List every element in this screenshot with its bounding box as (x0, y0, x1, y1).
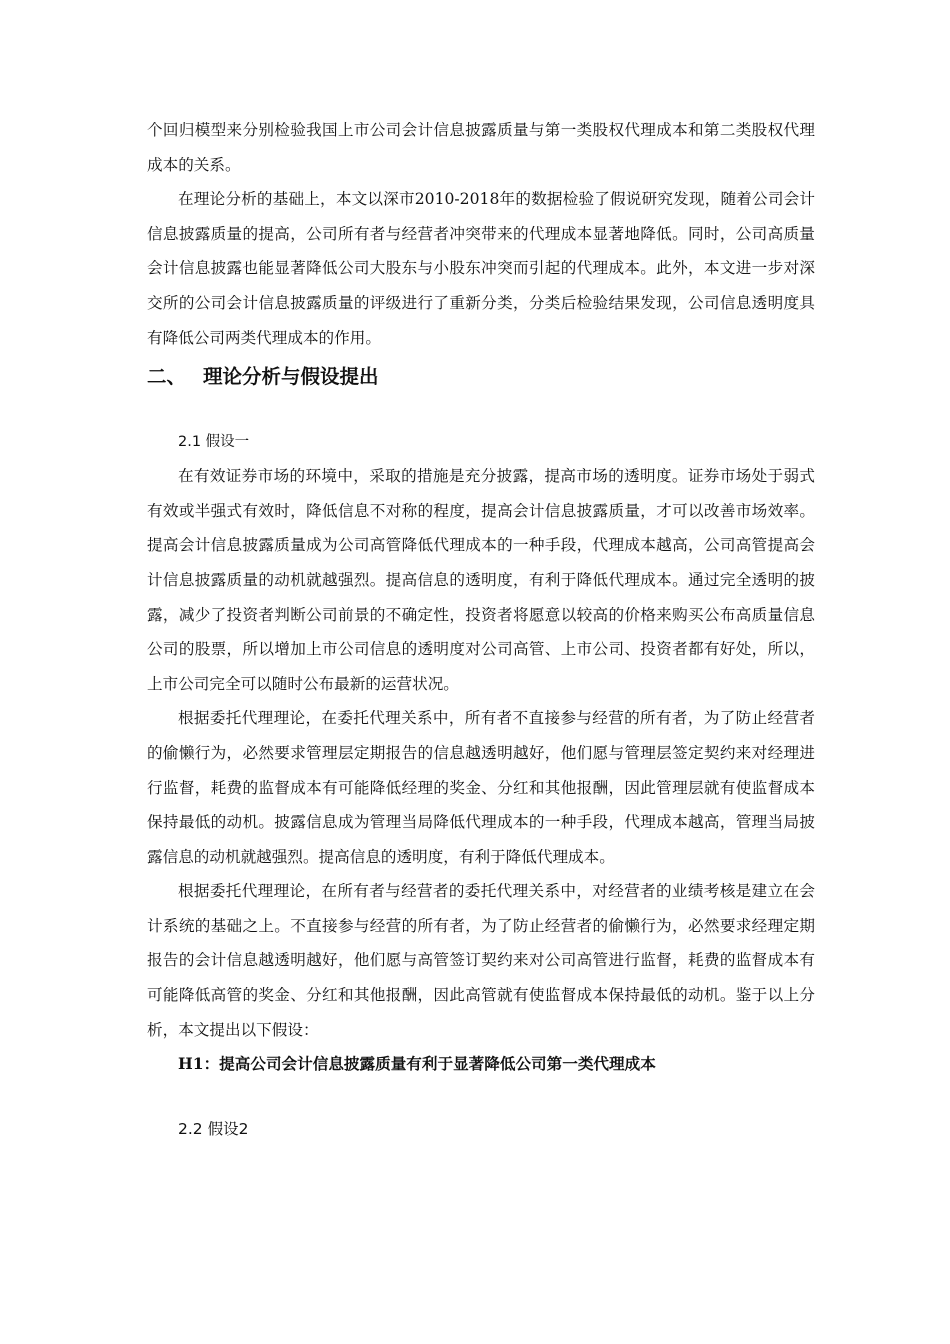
paragraph-agency-theory-2: 根据委托代理理论，在所有者与经营者的委托代理关系中，对经营者的业绩考核是建立在会计系统的基础之上。不直接参与经营的所有者，为了防止经营者的偷懒行为，必然要求经理定期报告的会计信息越透明越好，他们愿与高管签订契约来对公司高管进行监督，耗费的监督成本有可能降低高管的奖金、分红和其他报酬，因此高管就有使监督成本保持最低的动机。鉴于以上分析，本文提出以下假设： (147, 882, 815, 1039)
section-title: 理论分析与假设提出 (203, 365, 379, 389)
paragraph-agency-theory-1: 根据委托代理理论，在委托代理关系中，所有者不直接参与经营的所有者，为了防止经营者的偷懒行为，必然要求管理层定期报告的信息越透明越好，他们愿与管理层签定契约来对经理进行监督，耗费的监督成本有可能降低经理的奖金、分红和其他报酬，因此管理层就有使监督成本保持最低的动机。披露信息成为管理当局降低代理成本的一种手段，代理成本越高，管理当局披露信息的动机就越强烈。提高信息的透明度，有利于降低代理成本。 (147, 709, 815, 866)
section-number: 二、 (147, 365, 187, 389)
document-body (147, 113, 815, 1146)
section-heading-2 (147, 359, 815, 395)
paragraph-efficient-market: 在有效证券市场的环境中，采取的措施是充分披露，提高市场的透明度。证券市场处于弱式有效或半强式有效时，降低信息不对称的程度，提高会计信息披露质量，才可以改善市场效率。提高会计信息披露质量成为公司高管降低代理成本的一种手段，代理成本越高，公司高管提高会计信息披露质量的动机就越强烈。提高信息的透明度，有利于降低代理成本。通过完全透明的披露，减少了投资者判断公司前景的不确定性，投资者将愿意以较高的价格来购买公布高质量信息公司的股票，所以增加上市公司信息的透明度对公司高管、上市公司、投资者都有好处，所以，上市公司完全可以随时公布最新的运营状况。 (147, 467, 815, 693)
hypothesis-h1: H1：提高公司会计信息披露质量有利于显著降低公司第一类代理成本 (178, 1054, 656, 1074)
subsection-heading-2-1: 2.1 假设一 (178, 434, 250, 451)
subsection-heading-2-2: 2.2 假设2 (178, 1119, 249, 1138)
intro-paragraph-continued: 个回归模型来分别检验我国上市公司会计信息披露质量与第一类股权代理成本和第二类股权代理成本的关系。 (147, 121, 815, 174)
intro-paragraph-findings: 在理论分析的基础上，本文以深市2010-2018年的数据检验了假说研究发现，随着公司会计信息披露质量的提高，公司所有者与经营者冲突带来的代理成本显著地降低。同时，公司高质量会计信息披露也能显著降低公司大股东与小股东冲突而引起的代理成本。此外，本文进一步对深交所的公司会计信息披露质量的评级进行了重新分类，分类后检验结果发现，公司信息透明度具有降低公司两类代理成本的作用。 (147, 190, 815, 347)
